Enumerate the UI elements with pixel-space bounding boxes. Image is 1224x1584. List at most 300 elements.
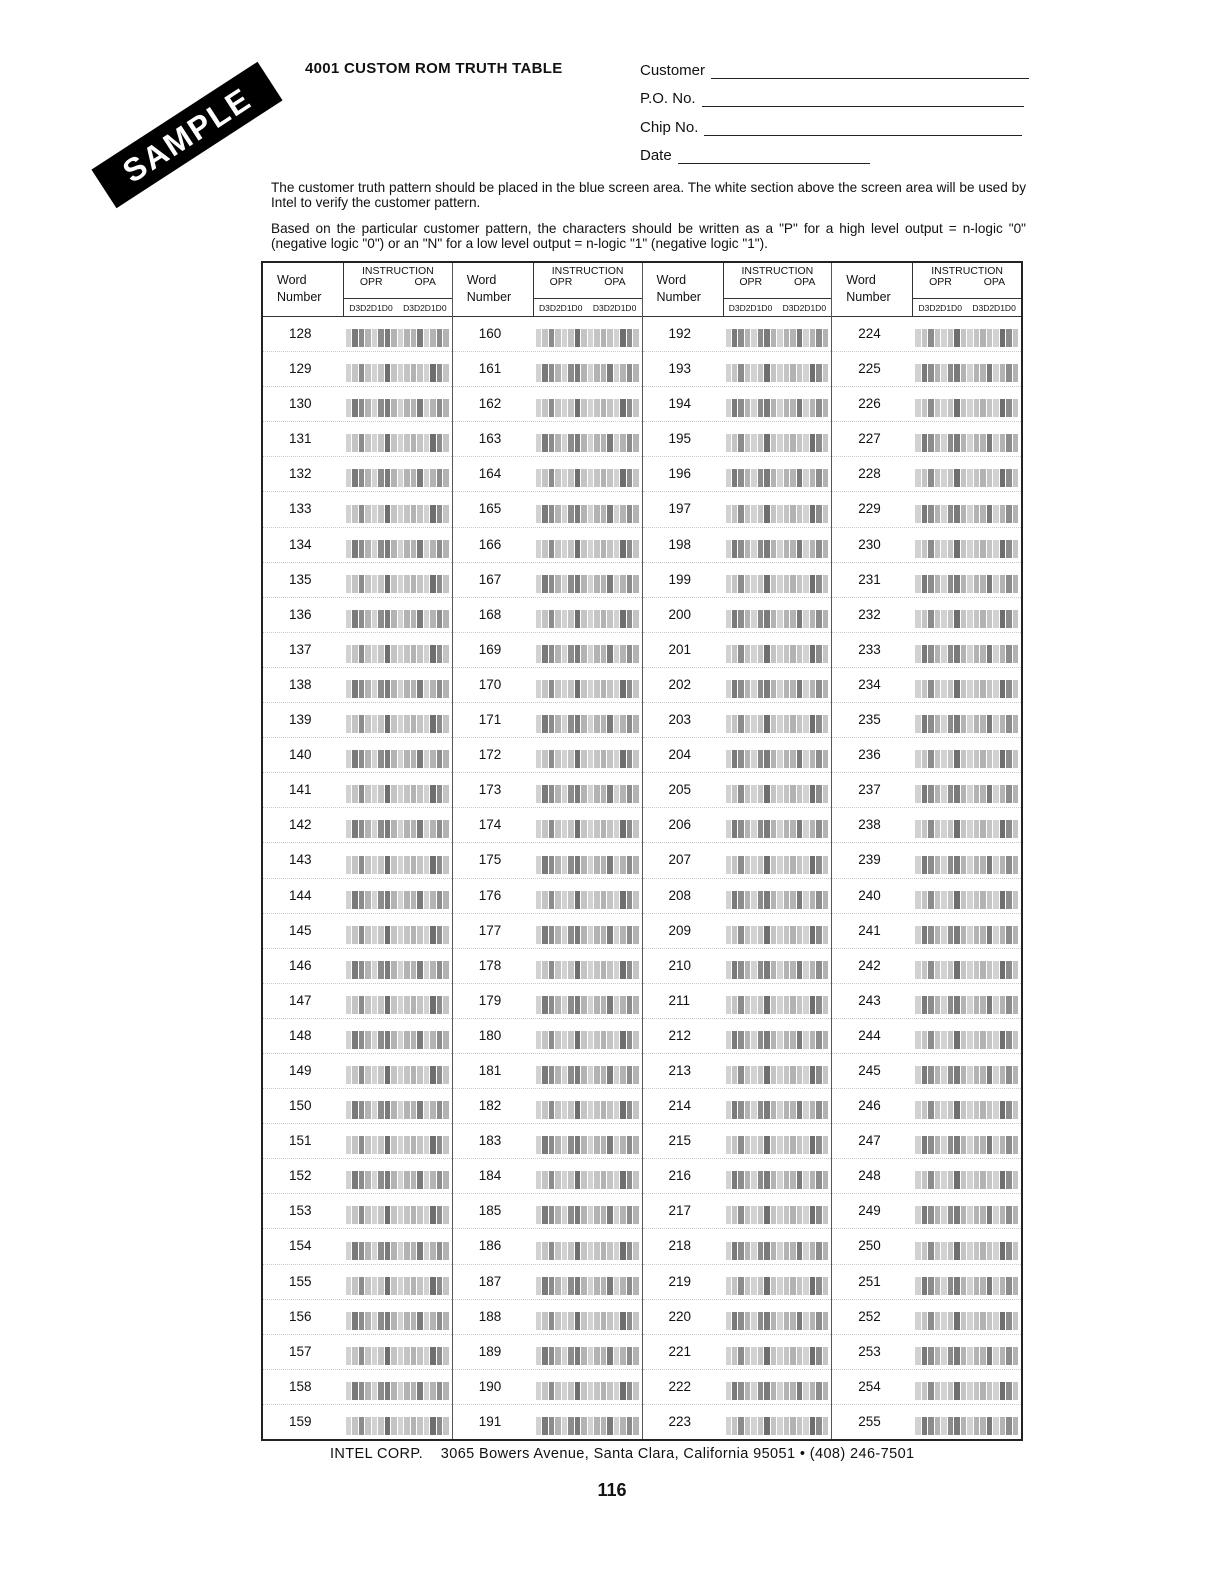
- pattern-screen-area: [915, 540, 1018, 558]
- pattern-entry[interactable]: [723, 528, 832, 562]
- pattern-entry[interactable]: [912, 633, 1021, 667]
- pattern-entry[interactable]: [343, 352, 452, 386]
- pattern-entry[interactable]: [533, 422, 642, 456]
- pattern-entry[interactable]: [912, 1229, 1021, 1263]
- table-column: [642, 263, 832, 1439]
- word-number: 172: [478, 747, 502, 763]
- pattern-entry[interactable]: [343, 879, 452, 913]
- pattern-entry[interactable]: [533, 352, 642, 386]
- word-number: 192: [668, 326, 692, 341]
- pattern-entry[interactable]: [912, 668, 1021, 702]
- table-row: [453, 1194, 642, 1229]
- pattern-screen-area: [536, 996, 639, 1014]
- word-number: 234: [858, 676, 881, 692]
- pattern-entry[interactable]: [723, 668, 832, 702]
- pattern-entry[interactable]: [723, 352, 832, 386]
- pattern-entry[interactable]: [723, 1054, 832, 1088]
- table-row: [643, 317, 832, 352]
- word-number: 186: [478, 1238, 502, 1254]
- table-row: [453, 387, 642, 422]
- pattern-entry[interactable]: [723, 1300, 832, 1334]
- word-number: 169: [478, 641, 502, 657]
- word-number: 214: [668, 1098, 692, 1114]
- pattern-screen-area: [915, 1242, 1018, 1260]
- pattern-entry[interactable]: [723, 1124, 832, 1158]
- pattern-entry[interactable]: [723, 1370, 832, 1404]
- pattern-entry[interactable]: [723, 1159, 832, 1193]
- opr-header-label: OPR: [549, 276, 573, 288]
- date-field[interactable]: [640, 147, 870, 164]
- table-row: [263, 492, 452, 527]
- pattern-entry[interactable]: [343, 1019, 452, 1053]
- pattern-entry[interactable]: [343, 843, 452, 877]
- word-number: 205: [668, 782, 692, 798]
- pattern-screen-area: [726, 399, 829, 417]
- word-number: 213: [668, 1062, 692, 1078]
- pattern-entry[interactable]: [533, 738, 642, 772]
- pattern-entry[interactable]: [912, 843, 1021, 877]
- word-number: 139: [289, 712, 312, 728]
- word-number: 227: [858, 431, 881, 447]
- pattern-entry[interactable]: [912, 1159, 1021, 1193]
- pattern-entry[interactable]: [533, 457, 642, 491]
- pattern-entry[interactable]: [912, 563, 1021, 597]
- pattern-screen-area: [346, 364, 449, 382]
- pattern-entry[interactable]: [912, 457, 1021, 491]
- pattern-screen-area: [915, 505, 1018, 523]
- pattern-screen-area: [536, 434, 639, 452]
- po-field[interactable]: [640, 90, 1024, 107]
- word-number: 132: [289, 466, 312, 482]
- table-row: [643, 1054, 832, 1089]
- table-row: [643, 1159, 832, 1194]
- pattern-entry[interactable]: [343, 1194, 452, 1228]
- pattern-screen-area: [726, 1312, 829, 1330]
- word-number: 246: [858, 1098, 881, 1114]
- pattern-screen-area: [346, 505, 449, 523]
- word-number: 130: [289, 396, 312, 412]
- instruction-header-label: INSTRUCTION: [362, 265, 434, 277]
- word-number: 252: [858, 1308, 881, 1324]
- word-number: 245: [858, 1062, 881, 1078]
- word-number: 143: [289, 852, 312, 868]
- pattern-entry[interactable]: [912, 1019, 1021, 1053]
- pattern-entry[interactable]: [723, 703, 832, 737]
- pattern-entry[interactable]: [723, 1335, 832, 1369]
- word-number: 174: [478, 817, 502, 833]
- pattern-screen-area: [346, 715, 449, 733]
- word-number: 255: [858, 1413, 881, 1429]
- opr-header-label: OPR: [359, 276, 383, 288]
- pattern-entry[interactable]: [723, 984, 832, 1018]
- table-row: [643, 1124, 832, 1159]
- pattern-screen-area: [346, 1417, 449, 1435]
- word-number: 237: [858, 782, 881, 798]
- table-row: [453, 1300, 642, 1335]
- pattern-entry[interactable]: [723, 843, 832, 877]
- pattern-screen-area: [536, 891, 639, 909]
- pattern-screen-area: [536, 469, 639, 487]
- word-number-header: [453, 263, 533, 316]
- pattern-entry[interactable]: [533, 914, 642, 948]
- word-number: 154: [289, 1238, 312, 1254]
- pattern-entry[interactable]: [533, 317, 642, 351]
- word-number: 131: [289, 431, 312, 447]
- table-row: [643, 914, 832, 949]
- pattern-entry[interactable]: [912, 422, 1021, 456]
- opa-bits-label: D3D2D1D0: [972, 302, 1016, 313]
- word-number: 251: [858, 1273, 881, 1289]
- pattern-screen-area: [536, 610, 639, 628]
- pattern-entry[interactable]: [343, 1089, 452, 1123]
- pattern-entry[interactable]: [533, 1194, 642, 1228]
- pattern-screen-area: [726, 1171, 829, 1189]
- pattern-entry[interactable]: [723, 773, 832, 807]
- pattern-entry[interactable]: [533, 528, 642, 562]
- pattern-screen-area: [915, 469, 1018, 487]
- pattern-entry[interactable]: [533, 1054, 642, 1088]
- pattern-entry[interactable]: [912, 773, 1021, 807]
- pattern-entry[interactable]: [723, 457, 832, 491]
- pattern-entry[interactable]: [533, 668, 642, 702]
- pattern-entry[interactable]: [533, 843, 642, 877]
- pattern-screen-area: [536, 505, 639, 523]
- pattern-entry[interactable]: [533, 1265, 642, 1299]
- table-row: [263, 879, 452, 914]
- table-row: [832, 773, 1021, 808]
- table-row: [263, 1265, 452, 1300]
- pattern-entry[interactable]: [723, 387, 832, 421]
- table-row: [453, 1265, 642, 1300]
- table-row: [453, 422, 642, 457]
- table-row: [832, 1300, 1021, 1335]
- pattern-entry[interactable]: [343, 738, 452, 772]
- table-row: [643, 1370, 832, 1405]
- word-number: 160: [478, 326, 502, 341]
- pattern-entry[interactable]: [912, 949, 1021, 983]
- opa-header-label: OPA: [604, 276, 626, 288]
- instruction-paragraph-1: The customer truth pattern should be placed in the blue screen area. The white section above the screen area will be used by Intel to verify the customer pattern.: [271, 180, 1026, 210]
- pattern-entry[interactable]: [533, 984, 642, 1018]
- word-number: 222: [668, 1378, 692, 1394]
- word-number: 137: [289, 641, 312, 657]
- pattern-entry[interactable]: [343, 1405, 452, 1439]
- pattern-screen-area: [346, 575, 449, 593]
- table-row: [263, 1405, 452, 1439]
- pattern-entry[interactable]: [912, 1370, 1021, 1404]
- pattern-entry[interactable]: [912, 703, 1021, 737]
- word-number: 207: [668, 852, 692, 868]
- customer-field[interactable]: [640, 62, 1029, 79]
- word-header-label: Word: [846, 273, 876, 287]
- word-number: 221: [668, 1343, 692, 1359]
- pattern-entry[interactable]: [533, 387, 642, 421]
- table-row: [643, 563, 832, 598]
- pattern-entry[interactable]: [912, 387, 1021, 421]
- pattern-screen-area: [726, 575, 829, 593]
- table-row: [643, 352, 832, 387]
- word-number: 233: [858, 641, 881, 657]
- table-row: [832, 352, 1021, 387]
- pattern-entry[interactable]: [723, 1194, 832, 1228]
- pattern-entry[interactable]: [533, 1089, 642, 1123]
- pattern-screen-area: [346, 1382, 449, 1400]
- pattern-entry[interactable]: [343, 808, 452, 842]
- pattern-entry[interactable]: [533, 1370, 642, 1404]
- pattern-screen-area: [536, 856, 639, 874]
- table-row: [453, 773, 642, 808]
- instruction-header: [533, 263, 642, 316]
- pattern-entry[interactable]: [533, 773, 642, 807]
- pattern-screen-area: [346, 750, 449, 768]
- pattern-entry[interactable]: [912, 1124, 1021, 1158]
- pattern-screen-area: [915, 329, 1018, 347]
- opr-bits-label: D3D2D1D0: [918, 302, 962, 313]
- table-row: [263, 317, 452, 352]
- pattern-entry[interactable]: [723, 949, 832, 983]
- pattern-entry[interactable]: [912, 598, 1021, 632]
- pattern-entry[interactable]: [533, 949, 642, 983]
- pattern-entry[interactable]: [723, 1019, 832, 1053]
- word-number: 219: [668, 1273, 692, 1289]
- pattern-entry[interactable]: [343, 457, 452, 491]
- pattern-entry[interactable]: [343, 1265, 452, 1299]
- pattern-screen-area: [536, 926, 639, 944]
- table-row: [453, 738, 642, 773]
- pattern-screen-area: [346, 329, 449, 347]
- pattern-entry[interactable]: [723, 738, 832, 772]
- pattern-entry[interactable]: [343, 703, 452, 737]
- pattern-entry[interactable]: [533, 1335, 642, 1369]
- table-row: [453, 1405, 642, 1439]
- pattern-screen-area: [726, 329, 829, 347]
- pattern-entry[interactable]: [343, 1229, 452, 1263]
- table-row: [263, 598, 452, 633]
- table-row: [832, 738, 1021, 773]
- pattern-entry[interactable]: [912, 914, 1021, 948]
- pattern-entry[interactable]: [723, 914, 832, 948]
- pattern-entry[interactable]: [723, 317, 832, 351]
- pattern-entry[interactable]: [343, 387, 452, 421]
- pattern-entry[interactable]: [912, 1265, 1021, 1299]
- pattern-entry[interactable]: [723, 808, 832, 842]
- pattern-screen-area: [346, 891, 449, 909]
- pattern-screen-area: [915, 820, 1018, 838]
- pattern-entry[interactable]: [723, 598, 832, 632]
- table-row: [832, 949, 1021, 984]
- pattern-entry[interactable]: [343, 633, 452, 667]
- pattern-screen-area: [536, 1101, 639, 1119]
- word-number: 155: [289, 1273, 312, 1289]
- word-number: 250: [858, 1238, 881, 1254]
- pattern-entry[interactable]: [533, 598, 642, 632]
- pattern-entry[interactable]: [723, 422, 832, 456]
- table-row: [832, 1159, 1021, 1194]
- pattern-entry[interactable]: [533, 1229, 642, 1263]
- table-header: [453, 263, 642, 317]
- pattern-entry[interactable]: [343, 668, 452, 702]
- instruction-header: [723, 263, 832, 316]
- pattern-entry[interactable]: [723, 1089, 832, 1123]
- pattern-entry[interactable]: [912, 1089, 1021, 1123]
- pattern-entry[interactable]: [343, 317, 452, 351]
- page-title: 4001 CUSTOM ROM TRUTH TABLE: [305, 60, 563, 77]
- pattern-entry[interactable]: [912, 1405, 1021, 1439]
- pattern-entry[interactable]: [912, 738, 1021, 772]
- pattern-entry[interactable]: [912, 984, 1021, 1018]
- table-row: [453, 1124, 642, 1159]
- pattern-screen-area: [346, 1101, 449, 1119]
- pattern-entry[interactable]: [343, 528, 452, 562]
- pattern-screen-area: [726, 1206, 829, 1224]
- word-number: 161: [478, 361, 502, 377]
- pattern-screen-area: [536, 785, 639, 803]
- pattern-entry[interactable]: [912, 1054, 1021, 1088]
- pattern-entry[interactable]: [343, 492, 452, 526]
- table-row: [453, 914, 642, 949]
- pattern-screen-area: [915, 1277, 1018, 1295]
- pattern-entry[interactable]: [343, 773, 452, 807]
- pattern-entry[interactable]: [343, 949, 452, 983]
- pattern-entry[interactable]: [723, 633, 832, 667]
- pattern-screen-area: [915, 1347, 1018, 1365]
- table-row: [263, 352, 452, 387]
- word-number: 208: [668, 887, 692, 903]
- table-header: [643, 263, 832, 317]
- pattern-entry[interactable]: [533, 879, 642, 913]
- pattern-entry[interactable]: [723, 563, 832, 597]
- table-row: [263, 668, 452, 703]
- pattern-entry[interactable]: [533, 492, 642, 526]
- table-row: [832, 563, 1021, 598]
- pattern-entry[interactable]: [723, 492, 832, 526]
- word-number: 164: [478, 466, 502, 482]
- pattern-entry[interactable]: [723, 1405, 832, 1439]
- pattern-entry[interactable]: [912, 492, 1021, 526]
- table-row: [263, 1089, 452, 1124]
- table-row: [453, 984, 642, 1019]
- pattern-entry[interactable]: [343, 1054, 452, 1088]
- pattern-entry[interactable]: [343, 422, 452, 456]
- word-number: 170: [478, 676, 502, 692]
- pattern-entry[interactable]: [343, 598, 452, 632]
- pattern-entry[interactable]: [533, 1405, 642, 1439]
- pattern-screen-area: [915, 1066, 1018, 1084]
- table-row: [832, 1265, 1021, 1300]
- pattern-entry[interactable]: [343, 1159, 452, 1193]
- pattern-screen-area: [536, 820, 639, 838]
- table-row: [263, 1229, 452, 1264]
- pattern-entry[interactable]: [912, 879, 1021, 913]
- pattern-entry[interactable]: [343, 1124, 452, 1158]
- pattern-entry[interactable]: [533, 563, 642, 597]
- pattern-entry[interactable]: [343, 563, 452, 597]
- table-row: [453, 352, 642, 387]
- pattern-screen-area: [726, 891, 829, 909]
- pattern-screen-area: [726, 715, 829, 733]
- table-row: [263, 773, 452, 808]
- customer-label: Customer: [640, 62, 706, 79]
- pattern-entry[interactable]: [912, 1335, 1021, 1369]
- pattern-screen-area: [536, 1031, 639, 1049]
- page-number: 116: [597, 1480, 627, 1500]
- word-number: 157: [289, 1343, 312, 1359]
- pattern-entry[interactable]: [912, 352, 1021, 386]
- table-row: [453, 457, 642, 492]
- pattern-entry[interactable]: [912, 317, 1021, 351]
- word-number: 180: [478, 1027, 502, 1043]
- chip-label: Chip No.: [640, 119, 699, 136]
- word-number: 150: [289, 1098, 312, 1114]
- pattern-screen-area: [915, 961, 1018, 979]
- pattern-entry[interactable]: [533, 808, 642, 842]
- word-number: 141: [289, 782, 312, 798]
- pattern-entry[interactable]: [723, 879, 832, 913]
- pattern-screen-area: [536, 1136, 639, 1154]
- pattern-screen-area: [346, 785, 449, 803]
- pattern-entry[interactable]: [533, 1124, 642, 1158]
- table-header: [263, 263, 452, 317]
- pattern-entry[interactable]: [343, 1335, 452, 1369]
- opr-bits-label: D3D2D1D0: [728, 302, 773, 313]
- pattern-entry[interactable]: [343, 1370, 452, 1404]
- table-row: [453, 1089, 642, 1124]
- pattern-screen-area: [536, 399, 639, 417]
- pattern-entry[interactable]: [533, 1300, 642, 1334]
- date-label: Date: [640, 147, 672, 164]
- word-number: 223: [668, 1413, 692, 1429]
- table-row: [643, 808, 832, 843]
- table-row: [453, 492, 642, 527]
- pattern-entry[interactable]: [912, 1194, 1021, 1228]
- table-row: [832, 1194, 1021, 1229]
- pattern-entry[interactable]: [343, 984, 452, 1018]
- table-row: [643, 1229, 832, 1264]
- pattern-entry[interactable]: [912, 528, 1021, 562]
- number-header-label: Number: [466, 290, 512, 304]
- table-row: [643, 422, 832, 457]
- word-number: 190: [478, 1378, 502, 1394]
- word-number: 145: [289, 922, 312, 938]
- pattern-entry[interactable]: [533, 703, 642, 737]
- word-number: 140: [289, 747, 312, 763]
- pattern-screen-area: [346, 610, 449, 628]
- table-row: [263, 949, 452, 984]
- pattern-entry[interactable]: [533, 633, 642, 667]
- word-number: 144: [289, 887, 312, 903]
- word-number: 253: [858, 1343, 881, 1359]
- pattern-screen-area: [536, 645, 639, 663]
- table-row: [643, 1335, 832, 1370]
- pattern-screen-area: [726, 750, 829, 768]
- pattern-entry[interactable]: [723, 1265, 832, 1299]
- pattern-entry[interactable]: [533, 1159, 642, 1193]
- pattern-entry[interactable]: [533, 1019, 642, 1053]
- table-row: [643, 387, 832, 422]
- word-number: 226: [858, 396, 881, 412]
- pattern-screen-area: [346, 820, 449, 838]
- pattern-entry[interactable]: [912, 808, 1021, 842]
- footer-company: INTEL CORP.: [330, 1446, 424, 1462]
- pattern-entry[interactable]: [343, 914, 452, 948]
- chip-field[interactable]: [640, 119, 1022, 136]
- table-row: [263, 703, 452, 738]
- pattern-entry[interactable]: [723, 1229, 832, 1263]
- word-number: 239: [858, 852, 881, 868]
- table-row: [263, 984, 452, 1019]
- pattern-entry[interactable]: [343, 1300, 452, 1334]
- pattern-entry[interactable]: [912, 1300, 1021, 1334]
